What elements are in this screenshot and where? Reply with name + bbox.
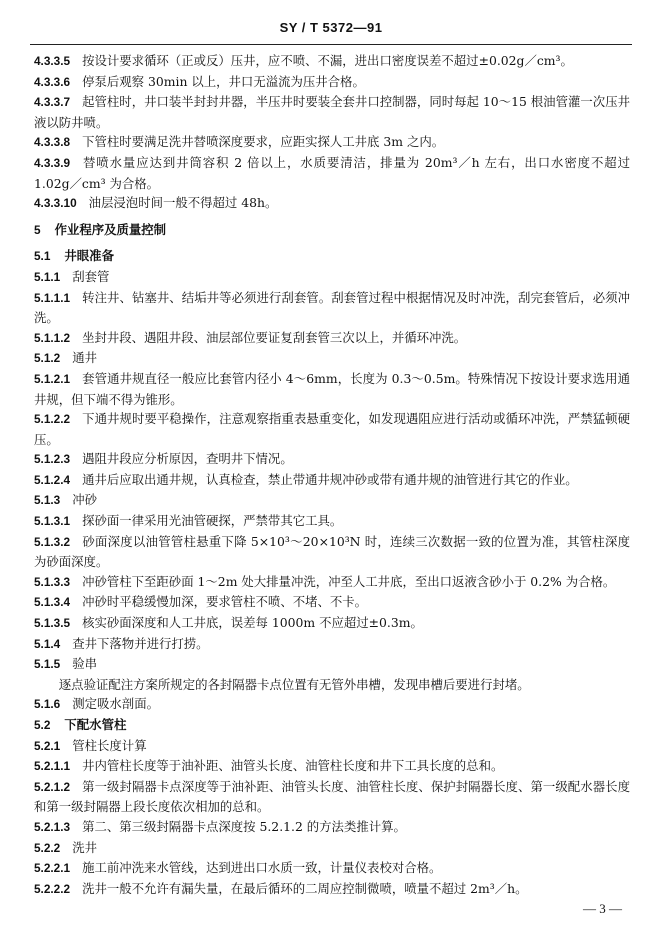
clause-text: 冲砂 — [72, 492, 98, 508]
clause-text: 通井后应取出通井规，认真检查，禁止带通井规冲砂或带有通井规的油管进行其它的作业。 — [82, 471, 578, 487]
clause-text: 查井下落物并进行打捞。 — [72, 635, 209, 651]
clause-number: 5.1.1.2 — [34, 330, 71, 345]
clause-number: 5.1.3.4 — [34, 595, 71, 610]
clause-paragraph — [34, 409, 630, 449]
clause-text: 下配水管柱 — [64, 717, 127, 732]
clause-paragraph — [34, 288, 630, 328]
clause-number: 5.1.5 — [34, 657, 61, 672]
clause-number: 5.1.2.1 — [34, 371, 71, 386]
clause-number: 4.3.3.10 — [34, 196, 77, 211]
clause-text: 按设计要求循环（正或反）压井，应不喷、不漏，进出口密度误差不超过±0.02g／cm³。 — [82, 53, 573, 68]
clause-number: 4.3.3.5 — [34, 54, 71, 68]
clause-paragraph — [34, 817, 630, 838]
clause-number: 5.1.2.2 — [34, 412, 71, 427]
clause-text: 刮套管 — [72, 268, 110, 284]
clause-text: 洗井 — [72, 839, 98, 855]
clause-paragraph — [34, 613, 630, 634]
clause-paragraph — [34, 511, 630, 532]
clause-number: 5.1.1 — [34, 269, 61, 284]
clause-number: 5.2.1.1 — [34, 759, 71, 774]
clause-paragraph — [34, 756, 630, 777]
clause-text: 作业程序及质量控制 — [54, 221, 167, 237]
clause-paragraph — [34, 132, 630, 153]
clause-text: 管柱长度计算 — [72, 737, 147, 753]
clause-number: 5.1.3.1 — [34, 514, 71, 529]
subsection-paragraph — [34, 267, 630, 288]
clause-text: 井眼准备 — [64, 248, 114, 264]
clause-paragraph — [34, 532, 630, 572]
clause-number: 5.1.3.3 — [34, 574, 71, 589]
subsection-paragraph — [34, 348, 630, 369]
clause-text: 冲砂时平稳缓慢加深，要求管柱不喷、不堵、不卡。 — [82, 594, 368, 610]
section-heading — [34, 715, 630, 736]
clause-paragraph — [34, 777, 630, 817]
clause-paragraph — [34, 51, 630, 72]
clause-text: 套管通井规直径一般应比套管内径小 4～6mm，长度为 0.3～0.5m。特殊情况下按设计要求选用通井规，但下端不得为锥形。 — [34, 370, 630, 407]
clause-number: 4.3.3.9 — [34, 155, 71, 170]
clause-number: 5.1 — [34, 249, 51, 264]
clause-text: 坐封井段、遇阻井段、油层部位要证复刮套管三次以上，并循环冲洗。 — [82, 329, 467, 345]
subsection-paragraph — [34, 694, 630, 715]
clause-text: 下通井规时要平稳操作，注意观察指重表悬重变化，如发现遇阻应进行活动或循环冲洗，严禁猛顿硬压。 — [34, 411, 630, 447]
clause-number: 5.2 — [34, 718, 51, 732]
clause-paragraph — [34, 153, 630, 193]
clause-number: 5.2.2 — [34, 840, 61, 855]
clause-text: 停泵后观察 30min 以上，井口无溢流为压井合格。 — [82, 73, 365, 89]
clause-number: 5.1.2.3 — [34, 452, 71, 467]
clause-text: 起管柱时，井口装半封封井器，半压井时要装全套井口控制器，同时每起 10～15 根油管灌一次压井液以防井喷。 — [34, 94, 630, 130]
clause-paragraph — [34, 572, 630, 593]
clause-number: 5.1.3.2 — [34, 534, 71, 549]
clause-number: 4.3.3.6 — [34, 74, 71, 89]
clause-text: 通井 — [72, 350, 98, 366]
clause-number: 5.1.4 — [34, 636, 61, 651]
clause-paragraph — [34, 193, 630, 214]
clause-number: 5.2.1.2 — [34, 779, 71, 794]
clause-text: 井内管柱长度等于油补距、油管头长度、油管柱长度和井下工具长度的总和。 — [82, 758, 504, 774]
clause-text: 遇阻井段应分析原因，查明井下情况。 — [82, 451, 293, 467]
clause-text: 验串 — [72, 656, 98, 672]
clause-text: 核实砂面深度和人工井底，误差每 1000m 不应超过±0.3m。 — [82, 615, 423, 631]
clause-paragraph — [34, 92, 630, 132]
clause-number: 4.3.3.7 — [34, 95, 71, 110]
header-rule — [30, 44, 632, 45]
clause-text: 冲砂管柱下至距砂面 1～2m 处大排量冲洗，冲至人工井底，至出口返液含砂小于 0.2% 为合格。 — [82, 573, 616, 589]
clause-paragraph — [34, 369, 630, 409]
standard-number-header: SY / T 5372—91 — [279, 20, 383, 35]
clause-text: 替喷水量应达到井筒容积 2 倍以上，水质要清洁，排量为 20m³／h 左右，出口水密度不超过 1.02g／cm³ 为合格。 — [34, 154, 630, 191]
clause-paragraph — [34, 72, 630, 93]
clause-number: 5 — [34, 222, 41, 237]
clause-text: 转注井、钻塞井、结垢井等必须进行刮套管。刮套管过程中根据情况及时冲洗，刮完套管后，必须冲洗。 — [34, 289, 630, 326]
clause-number: 5.2.2.2 — [34, 881, 71, 896]
clause-paragraph — [34, 879, 630, 900]
page-number: — 3 — — [583, 901, 622, 916]
clause-paragraph — [34, 449, 630, 470]
clause-text: 砂面深度以油管管柱悬重下降 5×10³～20×10³N 时，连续三次数据一致的位置为准，其管柱深度为砂面深度。 — [34, 533, 630, 570]
clause-number: 5.2.2.1 — [34, 861, 71, 876]
clause-number: 5.1.1.1 — [34, 290, 71, 305]
subsection-paragraph — [34, 654, 630, 675]
subsection-paragraph — [34, 838, 630, 859]
clause-text: 油层浸泡时间一般不得超过 48h。 — [88, 195, 278, 211]
clause-number: 5.2.1.3 — [34, 819, 71, 834]
clause-paragraph — [34, 858, 630, 879]
clause-text: 第二、第三级封隔器卡点深度按 5.2.1.2 的方法类推计算。 — [82, 818, 406, 834]
clause-number: 4.3.3.8 — [34, 135, 71, 150]
clause-text: 下管柱时要满足洗井替喷深度要求，应距实探人工井底 3m 之内。 — [82, 134, 445, 150]
section-heading — [34, 246, 630, 267]
clause-number: 5.1.3 — [34, 493, 61, 508]
clause-paragraph — [34, 328, 630, 349]
clause-text: 第一级封隔器卡点深度等于油补距、油管头长度、油管柱长度、保护封隔器长度、第一级配水器长度和第一级封隔器上段长度依次相加的总和。 — [34, 778, 630, 815]
clause-text: 逐点验证配注方案所规定的各封隔器卡点位置有无管外串槽，发现串槽后要进行封堵。 — [58, 676, 530, 692]
clause-text: 探砂面一律采用光油管硬探，严禁带其它工具。 — [82, 513, 343, 529]
clause-text: 洗井一般不允许有漏失量，在最后循环的二周应控制微喷，喷量不超过 2m³／h。 — [82, 880, 528, 896]
clause-text: 测定吸水剖面。 — [72, 696, 159, 712]
subsection-paragraph — [34, 634, 630, 655]
clause-text: 施工前冲洗来水管线，达到进出口水质一致，计量仪表校对合格。 — [82, 860, 442, 876]
clause-paragraph — [34, 592, 630, 613]
clause-number: 5.2.1 — [34, 738, 61, 753]
subsection-paragraph — [34, 736, 630, 757]
clause-number: 5.1.6 — [34, 697, 61, 712]
body-paragraph — [34, 675, 630, 695]
subsection-paragraph — [34, 490, 630, 511]
clause-number: 5.1.3.5 — [34, 616, 71, 631]
clause-number: 5.1.2.4 — [34, 472, 71, 487]
document-body — [34, 51, 630, 899]
chapter-heading — [34, 220, 630, 241]
clause-paragraph — [34, 470, 630, 491]
clause-number: 5.1.2 — [34, 351, 61, 366]
